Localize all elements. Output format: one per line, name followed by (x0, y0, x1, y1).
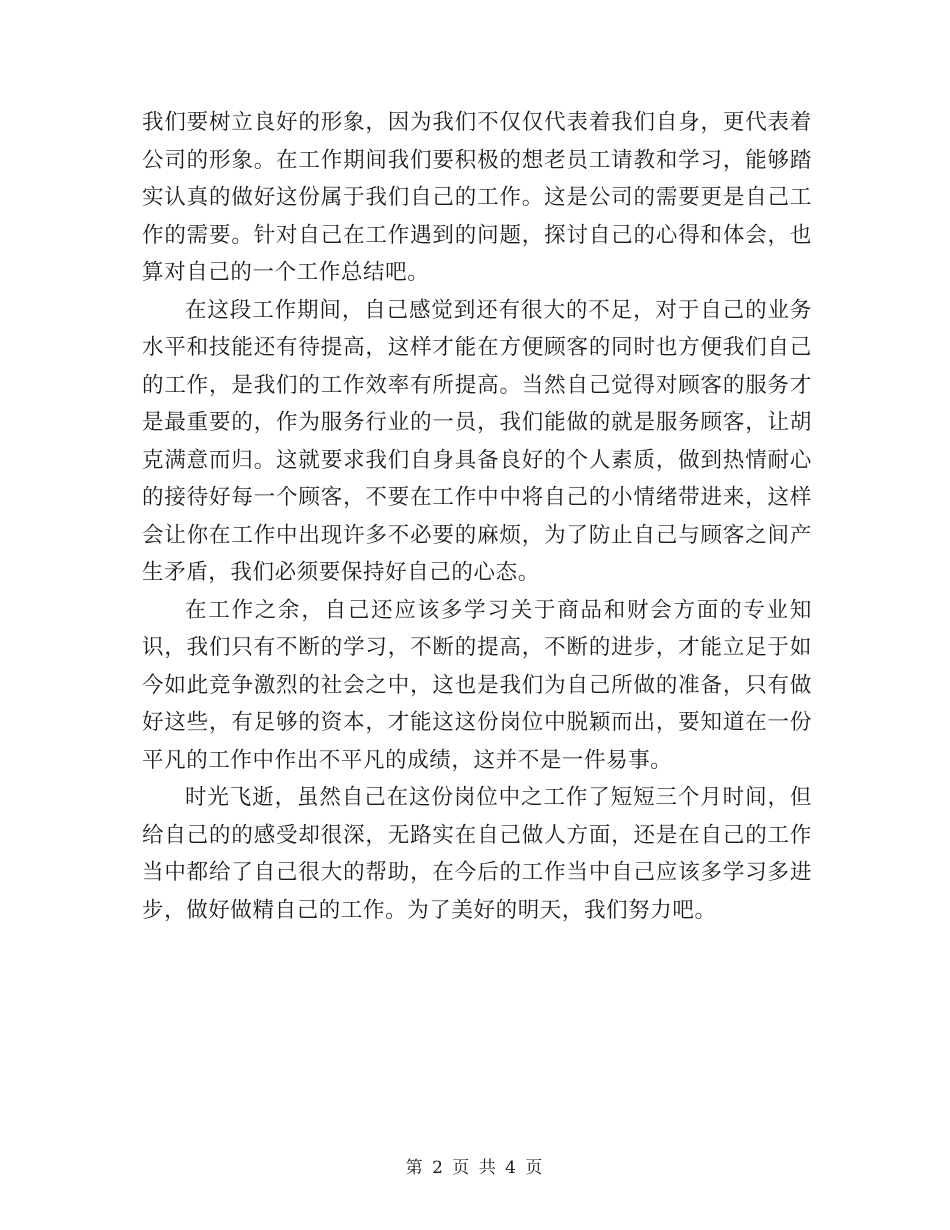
paragraph-1: 我们要树立良好的形象，因为我们不仅仅代表着我们自身，更代表着公司的形象。在工作期间我们要积极的想老员工请教和学习，能够踏实认真的做好这份属于我们自己的工作。这是公司的需要更是自己工作的需要。针对自己在工作遇到的问题，探讨自己的心得和体会，也算对自己的一个工作总结吧。 (142, 110, 812, 285)
document-body (142, 104, 812, 929)
paragraph-4: 时光飞逝，虽然自己在这份岗位中之工作了短短三个月时间，但给自己的的感受却很深，无路实在自己做人方面，还是在自己的工作当中都给了自己很大的帮助，在今后的工作当中自己应该多学习多进步，做好做精自己的工作。为了美好的明天，我们努力吧。 (142, 785, 812, 923)
paragraph-3: 在工作之余，自己还应该多学习关于商品和财会方面的专业知识，我们只有不断的学习，不断的提高，不断的进步，才能立足于如今如此竞争激烈的社会之中，这也是我们为自己所做的准备，只有做好这些，有足够的资本，才能这这份岗位中脱颖而出，要知道在一份平凡的工作中作出不平凡的成绩，这并不是一件易事。 (142, 597, 812, 773)
page-number-footer: 第 2 页 共 4 页 (405, 1158, 545, 1178)
paragraph-2: 在这段工作期间，自己感觉到还有很大的不足，对于自己的业务水平和技能还有待提高，这样才能在方便顾客的同时也方便我们自己的工作，是我们的工作效率有所提高。当然自己觉得对顾客的服务才是最重要的，作为服务行业的一员，我们能做的就是服务顾客，让胡克满意而归。这就要求我们自身具备良好的个人素质，做到热情耐心的接待好每一个顾客，不要在工作中中将自己的小情绪带进来，这样会让你在工作中出现许多不必要的麻烦，为了防止自己与顾客之间产生矛盾，我们必须要保持好自己的心态。 (142, 297, 812, 585)
